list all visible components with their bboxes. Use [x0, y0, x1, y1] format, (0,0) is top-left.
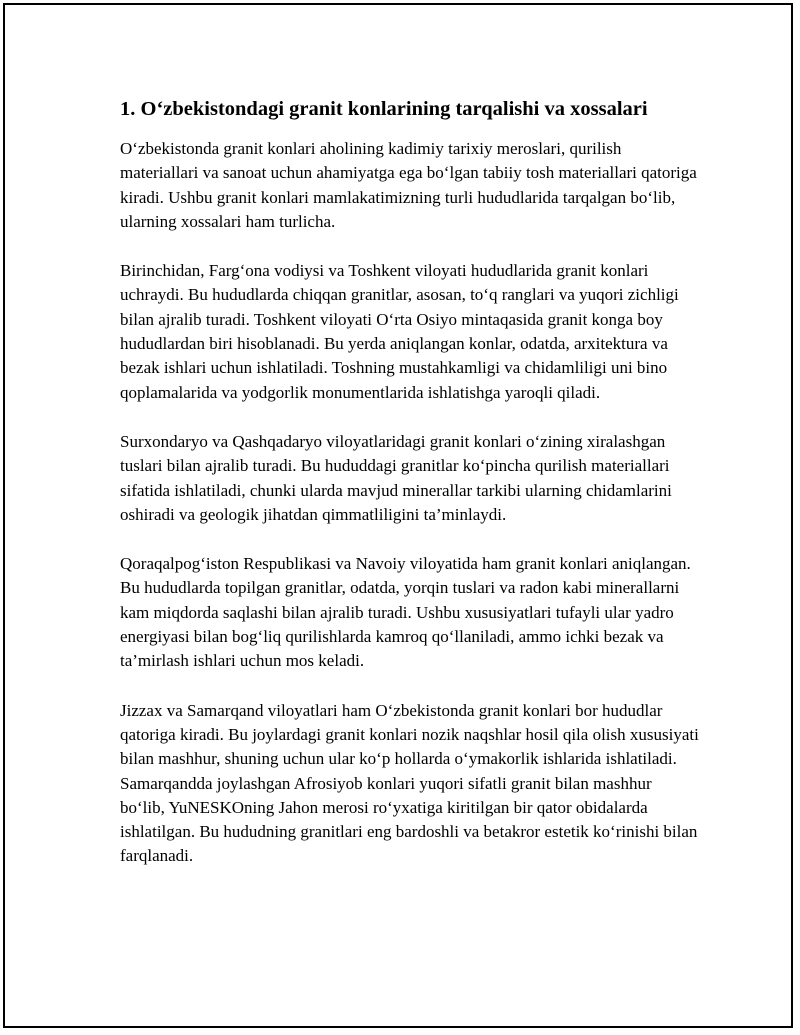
document-body: [120, 95, 700, 894]
section-heading: 1. O‘zbekistondagi granit konlarining tarqalishi va xossalari: [120, 98, 648, 120]
paragraph-jizzakh-samarkand: Jizzax va Samarqand viloyatlari ham O‘zbekistonda granit konlari bor hududlar qatoriga kiradi. Bu joylardagi granit konlari nozik naqshlar hosil qila olish xususiyati bilan mashhur, shuning uchun ular ko‘p hollarda o‘ymakorlik ishlarida ishlatiladi. Samarqandda joylashgan Afrosiyob konlari yuqori sifatli granit bilan mashhur bo‘lib, YuNESKOning Jahon merosi ro‘yxatiga kiritilgan bir qator obidalarda ishlatilgan. Bu hududning granitlari eng bardoshli va betakror estetik ko‘rinishi bilan farqlanadi.: [120, 700, 699, 866]
paragraph-fergana-tashkent: Birinchidan, Farg‘ona vodiysi va Toshkent viloyati hududlarida granit konlari uchraydi. Bu hududlarda chiqqan granitlar, asosan, to‘q ranglari va yuqori zichligi bilan ajralib turadi. Toshkent viloyati O‘rta Osiyo mintaqasida granit konga boy hududlardan biri hisoblanadi. Bu yerda aniqlangan konlar, odatda, arxitektura va bezak ishlari uchun ishlatiladi. Toshning mustahkamligi va chidamliligi uni bino qoplamalarida va yodgorlik monumentlarida ishlatishga yaroqli qiladi.: [120, 261, 679, 402]
paragraph-surkhandarya-kashkadarya: Surxondaryo va Qashqadaryo viloyatlaridagi granit konlari o‘zining xiralashgan tuslari bilan ajralib turadi. Bu hududdagi granitlar ko‘pincha qurilish materiallari sifatida ishlatiladi, chunki ularda mavjud minerallar tarkibi ularning chidamlarini oshiradi va geologik jihatdan qimmatliligini ta’minlaydi.: [120, 431, 672, 524]
paragraph-introduction: O‘zbekistonda granit konlari aholining kadimiy tarixiy meroslari, qurilish materiallari va sanoat uchun ahamiyatga ega bo‘lgan tabiiy tosh materiallari qatoriga kiradi. Ushbu granit konlari mamlakatimizning turli hududlarida tarqalgan bo‘lib, ularning xossalari ham turlicha.: [120, 139, 697, 231]
document-page: [3, 3, 793, 1028]
paragraph-karakalpakstan-navoi: Qoraqalpog‘iston Respublikasi va Navoiy viloyatida ham granit konlari aniqlangan. Bu hududlarda topilgan granitlar, odatda, yorqin tuslari va radon kabi minerallarni kam miqdorda saqlashi bilan ajralib turadi. Ushbu xususiyatlari tufayli ular yadro energiyasi bilan bog‘liq qurilishlarda kamroq qo‘llaniladi, ammo ichki bezak va ta’mirlash ishlari uchun mos keladi.: [120, 554, 691, 671]
